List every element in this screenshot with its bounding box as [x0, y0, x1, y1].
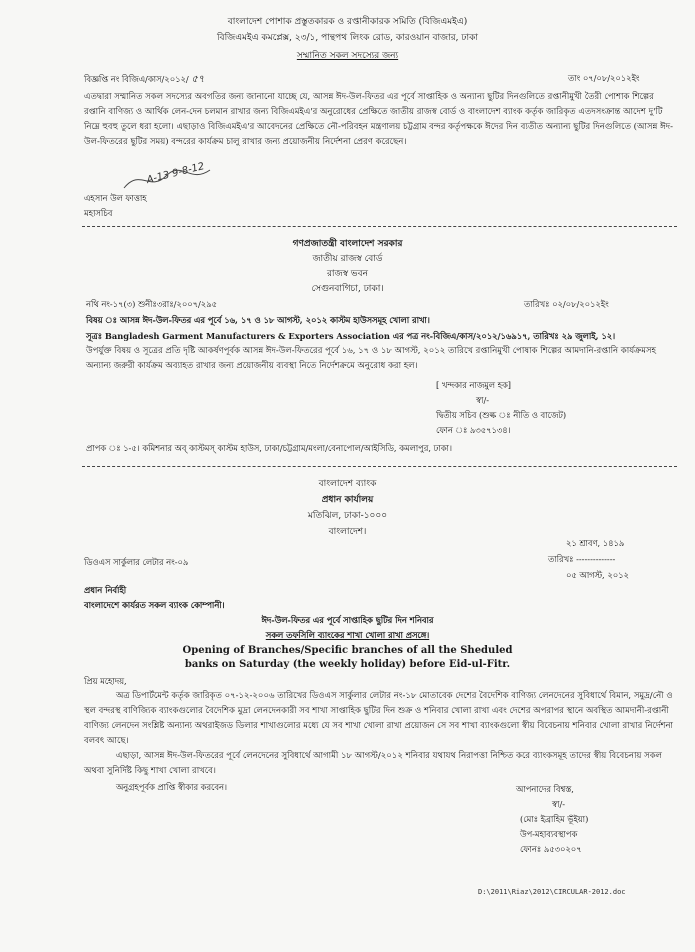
nbr-signer: [ খন্দকার নাজমুল হক] — [436, 380, 511, 390]
nbr-designation: দ্বিতীয় সচিব (শুল্ক ঃ নীতি ও বাজেট) — [436, 410, 567, 420]
bgmea-date: তাং ০৭/০৮/২০১২ইং — [568, 73, 640, 83]
bb-date-label: তারিখঃ -------------- — [548, 554, 616, 564]
bgmea-org-name: বাংলাদেশ পোশাক প্রস্তুতকারক ও রপ্তানীকারক সমিতি (বিজিএমইএ) — [227, 17, 468, 27]
bgmea-designation: মহাসচিব — [84, 208, 113, 218]
bb-sd: স্বা/- — [552, 799, 566, 809]
bgmea-body: এতদ্বারা সম্মানিত সকল সদস্যের অবগতির জন্য জানানো যাচ্ছে যে, আসন্ন ঈদ-উল-ফিতর এর পূর্বে সাপ্তাহিক ও অন্যান্য ছুটির দিনগুলিতে রপ্তানীমুখী তৈরী পোশাক শিল্পের রপ্তানি বাণিজ্য ও আর্থিক লেন-দেন চলমান রাখার জন্য বিজিএমইএ'র অনুরোধের প্রেক্ষিতে জাতীয় রাজস্ব বোর্ড ও বাংলাদেশ ব্যাংক কর্তৃক জারিকৃত এতদসংক্রান্ত আদেশ দু'টি নিম্নে হুবহু তুলে ধরা হলো। এছাড়াও বিজিএমইএ'র আবেদনের প্রেক্ষিতে নৌ-পরিবহন মন্ত্রণালয় চট্টগ্রাম বন্দর কর্তৃপক্ষকে ঈদের দিন ব্যতীত অন্যান্য ছুটির দিনগুলিতে (আসন্ন ঈদ-উল-ফিতরের ছুটির সময়) বন্দরের কার্যক্রম চালু রাখার জন্য প্রয়োজনীয় নির্দেশনা প্রেরণ করেছেন। — [84, 92, 673, 147]
bgmea-ref-label: বিজ্ঞপ্তি নং বিজিএ/কাস/২০১২/ — [84, 74, 189, 84]
bb-para-1: অত্র ডিপার্টমেন্ট কর্তৃক জারিকৃত ০৭-১২-২০০৬ তারিখের ডিওএস সার্কুলার লেটার নং-১৮ মোতাবেক দেশের বৈদেশিক বাণিজ্য লেনদেনের সুবিধার্থে বিমান, সমুদ্র/নৌ ও স্থল বন্দরস্থ বাণিজ্যিক ব্যাংকগুলোর বৈদেশিক মুদ্রা লেনদেনকারী সব শাখা সাপ্তাহিক ছুটির দিন শুক্র ও শনিবার খোলা রাখা এবং দেশের অপরাপর স্থানে অবস্থিত আমদানী-রপ্তানী বাণিজ্য লেনদেন সংশ্লিষ্ট অন্যান্য অথরাইজড ডিলার শাখাগুলোর মধ্যে যে সব শাখা খোলা রাখা প্রয়োজন সে সব শাখা ব্যাংকগুলো স্বীয় বিবেচনায় শনিবার খোলা রাখার নির্দেশনা বলবৎ আছে। — [84, 691, 673, 746]
bb-para-2: এছাড়া, আসন্ন ঈদ-উল-ফিতরের পূর্বে লেনদেনের সুবিধার্থে আগামী ১৮ আগস্ট/২০১২ শনিবার যথাযথ নিরাপত্তা নিশ্চিত করে ব্যাংকসমূহ তাদের স্বীয় বিবেচনায় সকল অথবা সুনির্দিষ্ট কিছু শাখা খোলা রাখবে। — [84, 751, 663, 776]
divider-1 — [82, 226, 677, 227]
nbr-date: তারিখঃ ০২/০৮/২০১২ইং — [524, 299, 609, 309]
nbr-file-no: নথি নং-১৭(৩) শুনীঃ৩রাঃ/২০০৭/২৯৫ — [86, 299, 217, 309]
footer-file-path: D:\2011\Riaz\2012\CIRCULAR-2012.doc — [478, 888, 626, 896]
bb-to-line1: প্রধান নির্বাহী — [84, 585, 127, 595]
nbr-gov: গণপ্রজাতন্ত্রী বাংলাদেশ সরকার — [292, 239, 403, 249]
bb-english-subject-line2: banks on Saturday (the weekly holiday) before Eid-ul-Fitr. — [184, 659, 511, 670]
bb-bank-name: বাংলাদেশ ব্যাংক — [318, 479, 377, 489]
bb-letter-no: ডিওএস সার্কুলার লেটার নং-০৯ — [84, 557, 189, 567]
nbr-body: উপর্যুক্ত বিষয় ও সূত্রের প্রতি দৃষ্টি আকর্ষণপূর্বক আসন্ন ঈদ-উল-ফিতরের পূর্বে ১৬, ১৭ ও ১৮ আগস্ট, ২০১২ তারিখে রপ্তানিমুখী পোষাক শিল্পের আমদানি-রপ্তানি কার্যক্রমসহ অন্যান্য জরুরী কার্যক্রম অব্যাহত রাখার জন্য প্রয়োজনীয় ব্যবস্থা নিতে নির্দেশক্রমে অনুরোধ করা হল। — [86, 346, 657, 371]
bgmea-ref-handwritten: ৫৭ — [191, 74, 205, 85]
bb-closing: আপনাদের বিশ্বস্ত, — [516, 784, 574, 794]
bgmea-signer: এহসান উল ফাত্তাহ — [84, 193, 147, 203]
nbr-subject: বিষয় ঃ আসন্ন ঈদ-উল-ফিতর এর পূর্বে ১৬, ১৭ ও ১৮ আগস্ট, ২০১২ কাস্টম হাউসসমূহ খোলা রাখা। — [86, 315, 430, 325]
bb-subject-line2: সকল তফসিলি ব্যাংকের শাখা খোলা রাখা প্রসঙ্গে। — [265, 630, 430, 640]
nbr-phone: ফোন ঃ ৯৩৫৭১৩৪। — [436, 425, 511, 435]
bb-area: মতিঝিল, ঢাকা-১০০০ — [307, 511, 388, 521]
bb-office: প্রধান কার্যালয় — [321, 495, 374, 505]
bb-date-bangla: ২১ শ্রাবণ, ১৪১৯ — [566, 538, 625, 548]
bb-date-english: ০৫ আগস্ট, ২০১২ — [566, 570, 629, 580]
bb-english-subject-line1: Opening of Branches/Specific branches of all the Sheduled — [182, 645, 513, 656]
nbr-location: সেগুনবাগিচা, ঢাকা। — [311, 284, 384, 294]
bb-to-line2: বাংলাদেশে কার্যরত সকল ব্যাংক কোম্পানী। — [84, 600, 225, 610]
nbr-source: সূত্রঃ Bangladesh Garment Manufacturers & Exporters Association এর পত্র নং-বিজিএ/কাস/২০১২/১৬৯১৭, তারিখঃ ২৯ জুলাই, ১২। — [86, 331, 616, 341]
bgmea-audience: সম্মানিত সকল সদস্যের জন্য — [296, 51, 399, 61]
handwritten-note: A-13 9-8-12 — [145, 161, 206, 186]
divider-2 — [82, 466, 677, 467]
bgmea-address: বিজিএমইএ কমপ্লেক্স, ২৩/১, পান্থপথ লিংক রোড, কারওয়ান বাজার, ঢাকা — [216, 33, 479, 43]
bb-salutation: প্রিয় মহোদয়, — [84, 676, 127, 686]
bb-para-3: অনুগ্রহপূর্বক প্রাপ্তি স্বীকার করবেন। — [116, 782, 227, 792]
bb-signer: (মোঃ ইব্রাহিম ভূঁইয়া) — [520, 814, 589, 824]
nbr-sd: স্বা/- — [476, 395, 490, 405]
bb-designation: উপ-মহাব্যবস্থাপক — [520, 829, 578, 839]
bb-subject-line1: ঈদ-উল-ফিতর এর পূর্বে সাপ্তাহিক ছুটির দিন শনিবার — [261, 615, 434, 625]
nbr-recipients: প্রাপক ঃ ১-৫। কমিশনার অব্ কাস্টমস্ কাস্টম হাউস, ঢাকা/চট্টগ্রাম/মংলা/বেনাপোল/আইসিডি, কমলাপুর, ঢাকা। — [86, 443, 452, 453]
bb-country: বাংলাদেশ। — [328, 527, 367, 537]
bb-phone: ফোনঃ ৯৫৩০২০৭ — [520, 844, 582, 854]
bgmea-ref-no — [84, 72, 204, 89]
nbr-board: জাতীয় রাজস্ব বোর্ড — [312, 254, 383, 264]
nbr-building: রাজস্ব ভবন — [326, 269, 369, 279]
signature-scribble — [120, 162, 230, 196]
